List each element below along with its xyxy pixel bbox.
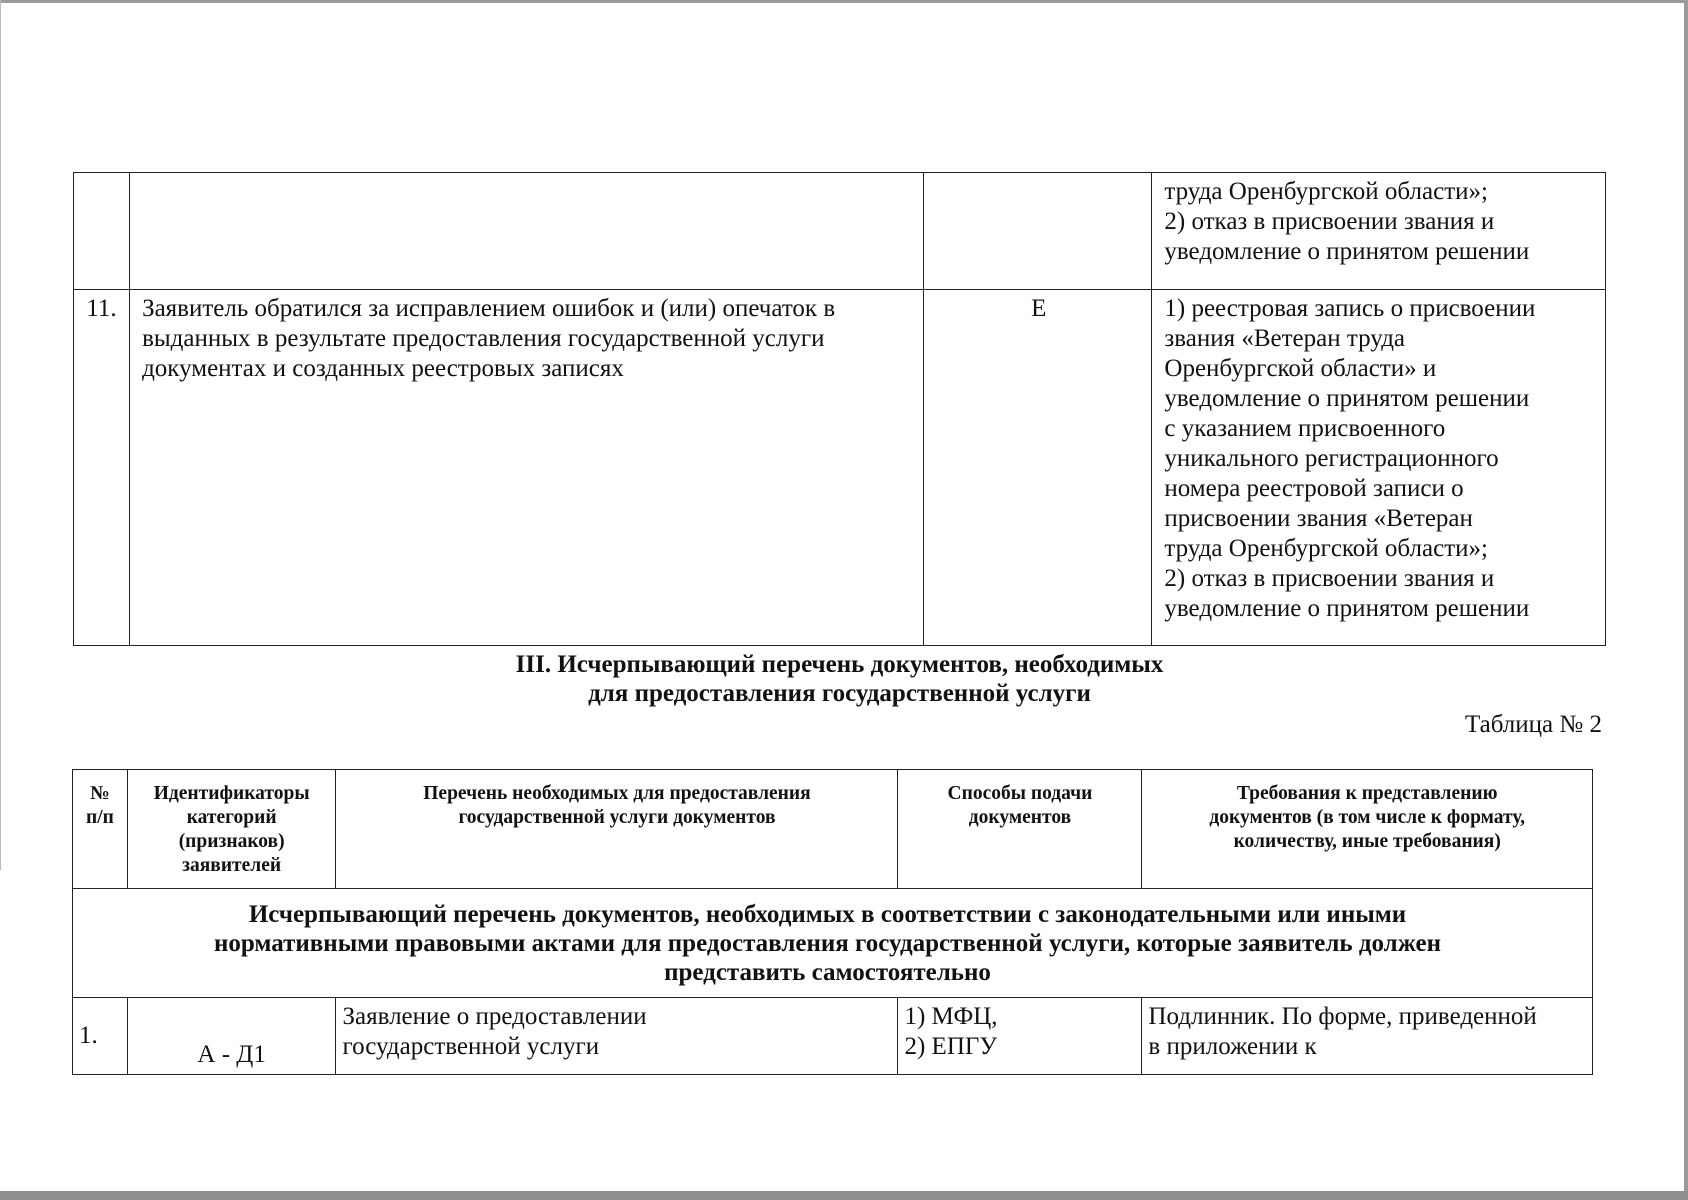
table-header-row bbox=[73, 770, 1593, 889]
column-header-requirements bbox=[1142, 770, 1593, 889]
result-line: звания «Ветеран труда bbox=[1164, 325, 1406, 352]
result-line: 2) отказ в присвоении звания и bbox=[1164, 208, 1495, 235]
result-line: труда Оренбургской области»; bbox=[1164, 178, 1488, 205]
header-line: Идентификаторы bbox=[153, 783, 310, 804]
group-title-line: Исчерпывающий перечень документов, необходимых в соответствии с законодательными или иными bbox=[248, 900, 1407, 928]
table-number-label: Таблица № 2 bbox=[1464, 711, 1602, 738]
method-line: 1) МФЦ, bbox=[904, 1003, 998, 1030]
result-line: уведомление о принятом решении bbox=[1164, 595, 1530, 622]
identifier-cell: А - Д1 bbox=[127, 998, 336, 1075]
code-cell: Е bbox=[924, 290, 1152, 646]
requirement-line: в приложении к bbox=[1148, 1033, 1317, 1060]
result-line: уникального регистрационного bbox=[1164, 445, 1499, 472]
scan-border-bottom bbox=[0, 1191, 1688, 1200]
row-number-cell: 1. bbox=[73, 998, 128, 1075]
header-line: Требования к представлению bbox=[1236, 783, 1498, 804]
table-row bbox=[73, 998, 1593, 1075]
result-line: уведомление о принятом решении bbox=[1164, 238, 1530, 265]
section-heading bbox=[73, 650, 1606, 708]
document-cell bbox=[336, 998, 898, 1075]
methods-cell bbox=[898, 998, 1142, 1075]
requirements-cell bbox=[1142, 998, 1593, 1075]
header-line: № bbox=[90, 783, 110, 804]
header-line: заявителей bbox=[182, 855, 282, 876]
results-table-continuation bbox=[73, 172, 1606, 646]
result-cell bbox=[1152, 290, 1606, 646]
column-header-documents bbox=[336, 770, 898, 889]
header-line: категорий bbox=[186, 807, 277, 828]
table-row bbox=[74, 290, 1606, 646]
result-line: с указанием присвоенного bbox=[1164, 415, 1446, 442]
table-row bbox=[74, 173, 1606, 290]
result-cell bbox=[1152, 173, 1606, 290]
group-title-line: представить самостоятельно bbox=[664, 958, 991, 986]
document-line: Заявление о предоставлении bbox=[342, 1003, 647, 1030]
scan-border-left bbox=[0, 0, 1, 870]
documents-table bbox=[72, 769, 1593, 1075]
column-header-identifiers bbox=[127, 770, 336, 889]
result-line: уведомление о принятом решении bbox=[1164, 385, 1530, 412]
result-line: 1) реестровая запись о присвоении bbox=[1164, 295, 1536, 322]
column-header-number bbox=[73, 770, 128, 889]
scan-border-right bbox=[1684, 0, 1688, 1200]
header-line: государственной услуги документов bbox=[458, 807, 776, 828]
header-line: п/п bbox=[85, 807, 114, 828]
header-line: документов (в том числе к формату, bbox=[1209, 807, 1526, 828]
description-cell: Заявитель обратился за исправлением ошибок и (или) опечаток в выданных в результате предоставления государственной услуги документах и созданных реестровых записях bbox=[130, 290, 924, 646]
result-line: 2) отказ в присвоении звания и bbox=[1164, 565, 1495, 592]
result-line: номера реестровой записи о bbox=[1164, 475, 1464, 502]
document-line: государственной услуги bbox=[342, 1033, 600, 1060]
header-line: Перечень необходимых для предоставления bbox=[423, 783, 811, 804]
result-line: присвоении звания «Ветеран bbox=[1164, 505, 1473, 532]
group-title-line: нормативными правовыми актами для предоставления государственной услуги, которые заявитель должен bbox=[213, 929, 1442, 957]
row-number-cell bbox=[74, 173, 130, 290]
group-title-cell bbox=[73, 889, 1593, 998]
header-line: документов bbox=[968, 807, 1072, 828]
method-line: 2) ЕПГУ bbox=[904, 1033, 998, 1060]
result-line: труда Оренбургской области»; bbox=[1164, 535, 1488, 562]
requirement-line: Подлинник. По форме, приведенной bbox=[1148, 1003, 1537, 1030]
header-line: (признаков) bbox=[178, 831, 285, 852]
result-line: Оренбургской области» и bbox=[1164, 355, 1437, 382]
header-line: количеству, иные требования) bbox=[1233, 831, 1501, 852]
code-cell bbox=[924, 173, 1152, 290]
section-heading-line: для предоставления государственной услуги bbox=[588, 680, 1091, 707]
description-cell bbox=[130, 173, 924, 290]
table-group-row bbox=[73, 889, 1593, 998]
column-header-methods bbox=[898, 770, 1142, 889]
section-heading-line: III. Исчерпывающий перечень документов, необходимых bbox=[515, 651, 1164, 678]
header-line: Способы подачи bbox=[947, 783, 1093, 804]
row-number-cell: 11. bbox=[74, 290, 130, 646]
scan-border-top bbox=[0, 0, 1688, 3]
